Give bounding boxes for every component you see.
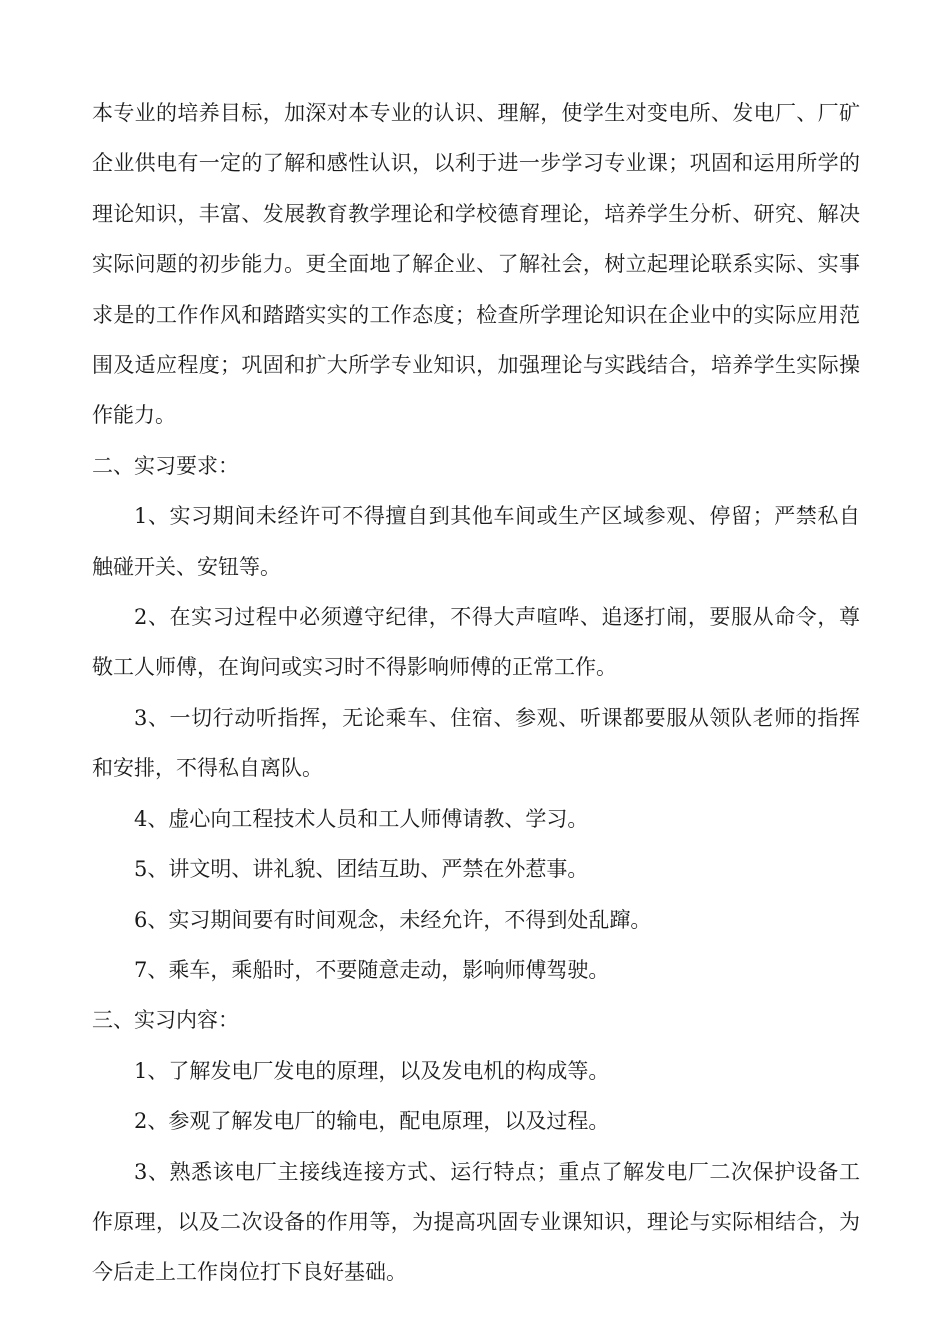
requirement-item: 4、虚心向工程技术人员和工人师傅请教、学习。 bbox=[134, 806, 589, 831]
requirement-item: 5、讲文明、讲礼貌、团结互助、严禁在外惹事。 bbox=[134, 857, 589, 882]
requirement-item: 2、在实习过程中必须遵守纪律，不得大声喧哗、追逐打闹，要服从命令，尊敬工人师傅，在询问或实习时不得影响师傅的正常工作。 bbox=[92, 605, 860, 680]
requirement-item: 7、乘车，乘船时，不要随意走动，影响师傅驾驶。 bbox=[134, 957, 610, 982]
document-body bbox=[92, 88, 860, 1298]
requirement-item: 6、实习期间要有时间观念，未经允许，不得到处乱蹿。 bbox=[134, 907, 652, 932]
section-heading-content: 三、实习内容： bbox=[92, 1008, 239, 1033]
content-item: 2、参观了解发电厂的输电，配电原理，以及过程。 bbox=[134, 1109, 610, 1134]
content-item: 1、了解发电厂发电的原理，以及发电机的构成等。 bbox=[134, 1058, 610, 1083]
section-heading-requirements: 二、实习要求： bbox=[92, 453, 239, 478]
requirement-item: 1、实习期间未经许可不得擅自到其他车间或生产区域参观、停留；严禁私自触碰开关、安钮等。 bbox=[92, 504, 860, 579]
requirement-item: 3、一切行动听指挥，无论乘车、住宿、参观、听课都要服从领队老师的指挥和安排，不得私自离队。 bbox=[92, 705, 860, 781]
intro-paragraph: 本专业的培养目标，加深对本专业的认识、理解，使学生对变电所、发电厂、厂矿企业供电有一定的了解和感性认识，以利于进一步学习专业课；巩固和运用所学的理论知识，丰富、发展教育教学理论和学校德育理论，培养学生分析、研究、解决实际问题的初步能力。更全面地了解企业、了解社会，树立起理论联系实际、实事求是的工作作风和踏踏实实的工作态度；检查所学理论知识在企业中的实际应用范围及适应程度；巩固和扩大所学专业知识，加强理论与实践结合，培养学生实际操作能力。 bbox=[92, 101, 860, 428]
content-item: 3、熟悉该电厂主接线连接方式、运行特点；重点了解发电厂二次保护设备工作原理，以及二次设备的作用等，为提高巩固专业课知识，理论与实际相结合，为今后走上工作岗位打下良好基础。 bbox=[92, 1159, 860, 1285]
